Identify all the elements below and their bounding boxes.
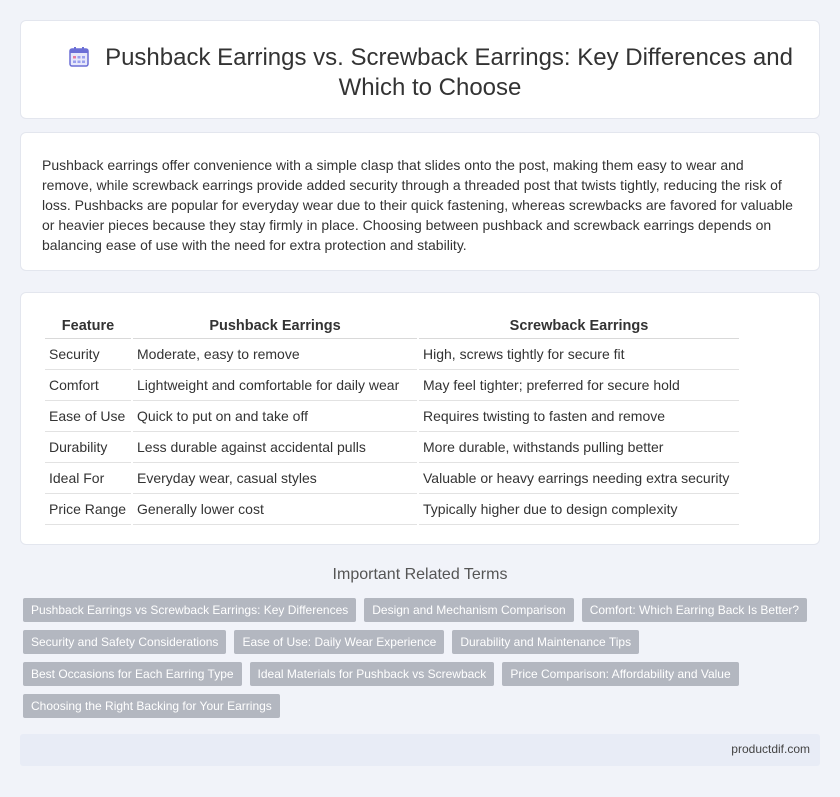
related-tag[interactable]: Comfort: Which Earring Back Is Better? (582, 598, 807, 622)
cell-feature: Ease of Use (45, 401, 131, 432)
page-title (61, 43, 799, 103)
related-tags (23, 598, 823, 718)
summary-card (20, 132, 820, 271)
table-header-row (45, 315, 739, 339)
related-tag[interactable]: Ease of Use: Daily Wear Experience (234, 630, 444, 654)
table-row (45, 370, 739, 401)
header-feature: Feature (45, 315, 131, 339)
cell-screwback: More durable, withstands pulling better (419, 432, 739, 463)
related-terms-title: Important Related Terms (332, 566, 508, 583)
cell-screwback: Valuable or heavy earrings needing extra security (419, 463, 739, 494)
header-pushback: Pushback Earrings (133, 315, 417, 339)
footer-site[interactable]: productdif.com (731, 742, 810, 756)
cell-feature: Durability (45, 432, 131, 463)
header-screwback: Screwback Earrings (419, 315, 739, 339)
cell-screwback: May feel tighter; preferred for secure hold (419, 370, 739, 401)
cell-screwback: High, screws tightly for secure fit (419, 339, 739, 370)
cell-feature: Security (45, 339, 131, 370)
footer (20, 734, 820, 766)
title-wrap (61, 43, 799, 103)
cell-screwback: Requires twisting to fasten and remove (419, 401, 739, 432)
cell-feature: Comfort (45, 370, 131, 401)
summary-text: Pushback earrings offer convenience with a simple clasp that slides onto the post, making them easy to wear and remove, while screwback earrings provide added security through a threaded post that twists tightly, reducing the risk of loss. Pushbacks are popular for everyday wear due to their quick fastening, whereas screwbacks are favored for valuable or heavier pieces because they stay firmly in place. Choosing between pushback and screwback earrings depends on balancing ease of use with the need for extra protection and stability. (42, 157, 793, 253)
cell-pushback: Moderate, easy to remove (133, 339, 417, 370)
cell-feature: Price Range (45, 494, 131, 525)
cell-pushback: Everyday wear, casual styles (133, 463, 417, 494)
related-tag[interactable]: Choosing the Right Backing for Your Earrings (23, 694, 280, 718)
cell-pushback: Quick to put on and take off (133, 401, 417, 432)
table-row (45, 494, 739, 525)
related-tag[interactable]: Price Comparison: Affordability and Value (502, 662, 738, 686)
cell-pushback: Generally lower cost (133, 494, 417, 525)
comparison-table (43, 315, 741, 525)
related-tag[interactable]: Durability and Maintenance Tips (452, 630, 639, 654)
table-row (45, 432, 739, 463)
calendar-grid-icon (67, 45, 91, 69)
cell-pushback: Lightweight and comfortable for daily wear (133, 370, 417, 401)
cell-pushback: Less durable against accidental pulls (133, 432, 417, 463)
table-row (45, 401, 739, 432)
header-card (20, 20, 820, 119)
related-tag[interactable]: Pushback Earrings vs Screwback Earrings: Key Differences (23, 598, 356, 622)
table-row (45, 339, 739, 370)
related-tag[interactable]: Best Occasions for Each Earring Type (23, 662, 242, 686)
related-tag[interactable]: Security and Safety Considerations (23, 630, 226, 654)
table-row (45, 463, 739, 494)
related-tag[interactable]: Ideal Materials for Pushback vs Screwback (250, 662, 495, 686)
page-title-text: Pushback Earrings vs. Screwback Earrings: Key Differences and Which to Choose (105, 44, 793, 101)
cell-screwback: Typically higher due to design complexity (419, 494, 739, 525)
comparison-table-card (20, 292, 820, 545)
cell-feature: Ideal For (45, 463, 131, 494)
related-tag[interactable]: Design and Mechanism Comparison (364, 598, 573, 622)
